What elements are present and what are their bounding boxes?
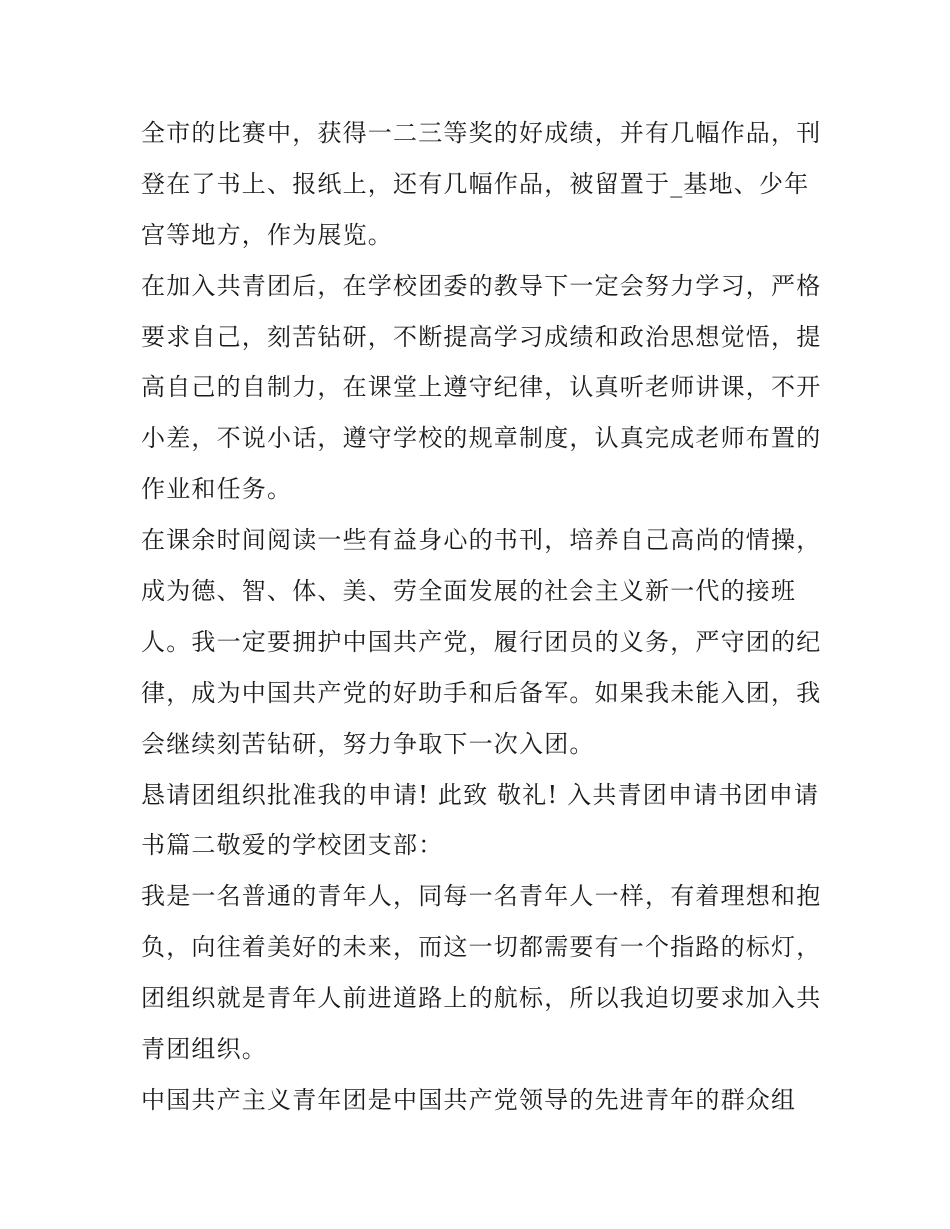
paragraph-6 [141, 1075, 813, 1126]
text-line: 书篇二敬爱的学校团支部： [141, 831, 444, 860]
paragraph-4 [141, 770, 820, 872]
text-line: 恳请团组织批准我的申请! 此致 敬礼! 入共青团申请书团申请 [141, 780, 820, 809]
text-line: 要求自己，刻苦钻研，不断提高学习成绩和政治思想觉悟，提 [141, 322, 822, 351]
text-line: 小差，不说小话，遵守学校的规章制度，认真完成老师布置的 [141, 424, 822, 453]
text-line: 全市的比赛中，获得一二三等奖的好成绩，并有几幅作品，刊 [141, 119, 822, 147]
text-line: 中国共产主义青年团是中国共产党领导的先进青年的群众组 [141, 1085, 797, 1114]
text-line: 在课余时间阅读一些有益身心的书刊，培养自己高尚的情操， [141, 526, 822, 555]
text-line: 青团组织。 [141, 1035, 267, 1064]
text-line: 在加入共青团后，在学校团委的教导下一定会努力学习，严格 [141, 271, 822, 300]
text-line: 负，向往着美好的未来，而这一切都需要有一个指路的标灯， [141, 933, 822, 962]
paragraph-5 [141, 871, 822, 1075]
paragraph-1 [141, 108, 822, 261]
text-line: 律，成为中国共产党的好助手和后备军。如果我未能入团，我 [141, 678, 822, 707]
text-line: 团组织就是青年人前进道路上的航标，所以我迫切要求加入共 [141, 984, 822, 1013]
text-line: 会继续刻苦钻研，努力争取下一次入团。 [141, 729, 595, 758]
text-line: 作业和任务。 [141, 475, 293, 504]
document-body [141, 108, 822, 1126]
text-line: 人。我一定要拥护中国共产党，履行团员的义务，严守团的纪 [141, 627, 822, 656]
paragraph-3 [141, 515, 822, 769]
text-line: 高自己的自制力，在课堂上遵守纪律，认真听老师讲课，不开 [141, 373, 822, 402]
text-line: 登在了书上、报纸上，还有几幅作品，被留置于_基地、少年 [141, 169, 810, 198]
text-line: 宫等地方，作为展览。 [141, 220, 393, 249]
text-line: 成为德、智、体、美、劳全面发展的社会主义新一代的接班 [141, 577, 797, 606]
paragraph-2 [141, 261, 822, 515]
text-line: 我是一名普通的青年人，同每一名青年人一样，有着理想和抱 [141, 882, 822, 911]
